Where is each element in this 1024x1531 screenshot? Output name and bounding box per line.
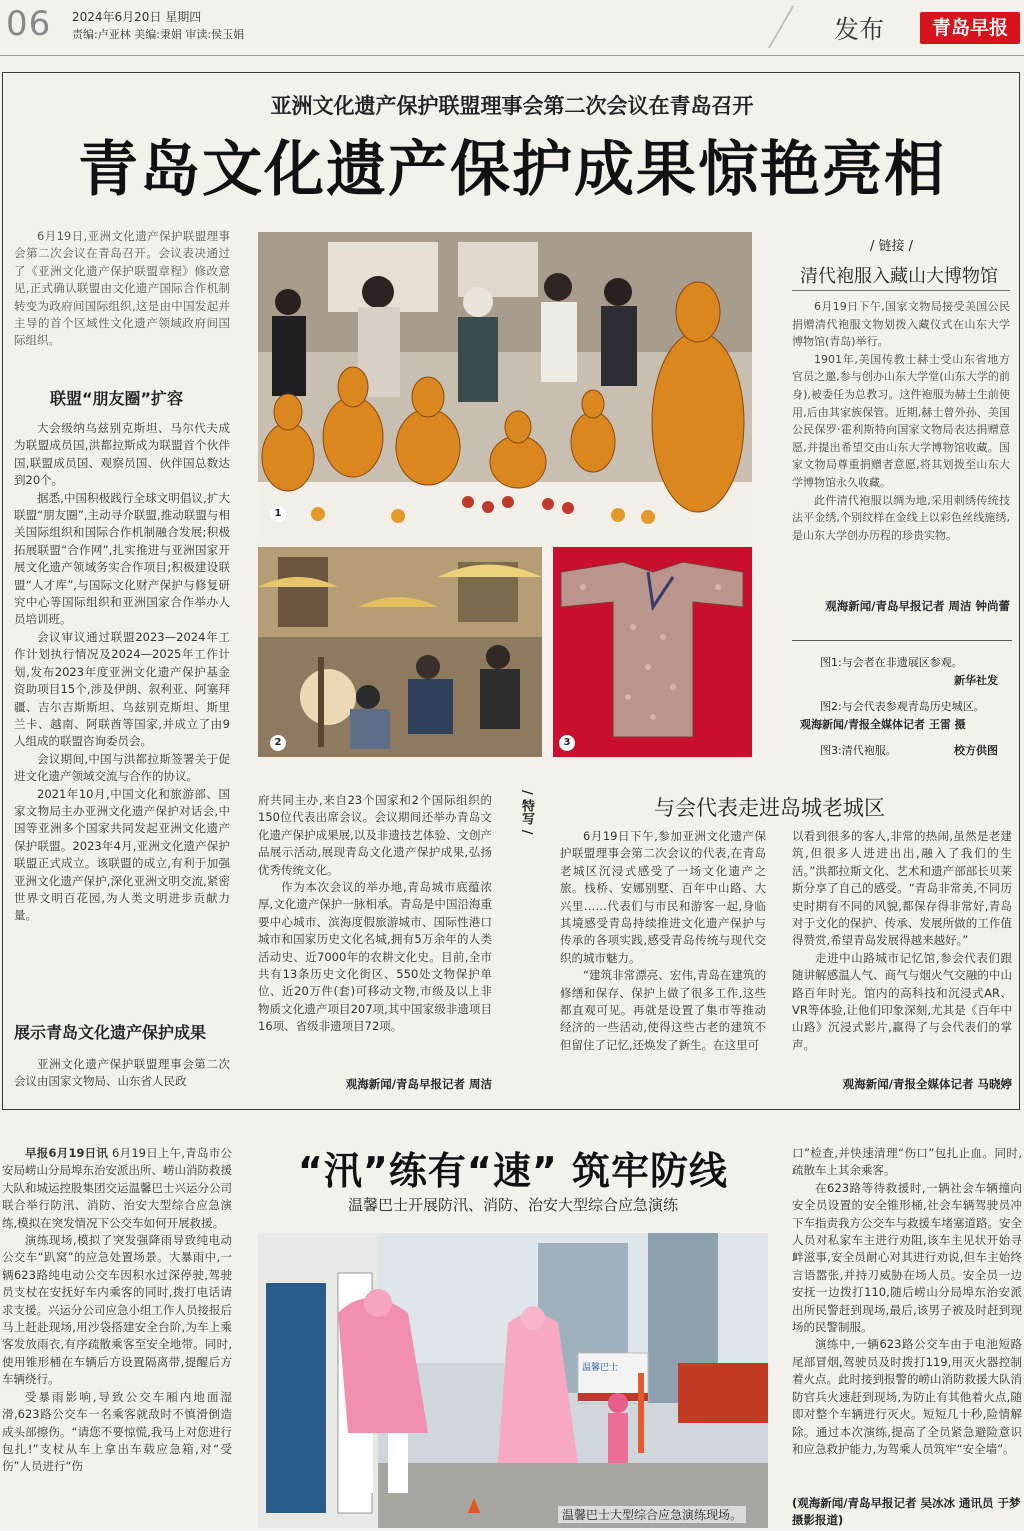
- paragraph: “建筑非常漂亮、宏伟,青岛在建筑的修缮和保存、保护上做了很多工作,这些都直观可见。再就是设置了集市等推动经济的一些活动,使得这些古老的建筑不但留住了记忆,还焕发了新生。在这里可: [560, 968, 766, 1052]
- caption-1-credit: 新华社发: [954, 674, 998, 687]
- drill-illustration: [258, 1233, 768, 1528]
- lead-text: 6月19日上午,青岛市公安局崂山分局埠东治安派出所、崂山消防救援大队和城运控股集团交运温馨巴士兴运分公司联合举行防汛、消防、治安大型综合应急演练,模拟在突发情况下公交车如何开展救援。: [2, 1146, 232, 1230]
- newspaper-logo: 青岛早报: [920, 12, 1020, 44]
- caption-3: 图3:清代袍服。: [820, 744, 897, 757]
- article1-col1: [14, 420, 230, 925]
- paragraph: 在623路等待救援时,一辆社会车辆撞向安全员设置的安全锥形桶,社会车辆驾驶员冲下车指责我方公交车与救援车堵塞道路。安全人员对私家车主进行劝阻,该车主见状开始寻衅滋事,安全员耐心对其进行劝说,但车主始终言语嚣张,并持刀威胁在场人员。安全员一边安抚一边拨打110,随后崂山分局埠东治安派出所民警赶到现场,最后,该男子被及时赶到现场的民警制服。: [792, 1180, 1022, 1335]
- issue-date: 2024年6月20日 星期四: [72, 10, 202, 24]
- article1-col1-tail: [14, 1056, 230, 1091]
- section-name: 发布: [834, 15, 885, 44]
- paragraph: 亚洲文化遗产保护联盟理事会第二次会议由国家文物局、山东省人民政: [14, 1057, 230, 1089]
- paragraph: 6月19日下午,国家文物局接受美国公民捐赠清代袍服文物划拨入藏仪式在山东大学博物馆(青岛)举行。: [792, 300, 1010, 349]
- paragraph: 会议期间,中国与洪都拉斯签署关于促进文化遗产领域交流与合作的协议。: [14, 751, 230, 784]
- caption-2: 图2:与会代表参观青岛历史城区。: [820, 700, 985, 713]
- photo-number-1: 1: [270, 506, 286, 522]
- feature-col2: [792, 828, 1012, 1054]
- paragraph: 受暴雨影响,导致公交车厢内地面湿滑,623路公交车一名乘客就敌时不慎滑倒造成头部擦伤。“请您不要惊慌,我马上对您进行包扎!”支杖从车上拿出车载应急箱,对“受伤”人员进行“伤: [2, 1389, 232, 1474]
- link-tag: / 链接 /: [870, 239, 914, 254]
- subhead-showcase: 展示青岛文化遗产保护成果: [14, 1023, 207, 1042]
- paragraph: 据悉,中国积极践行全球文明倡议,扩大联盟“朋友圈”,主动寻介联盟,推动联盟与相关国际组织和国际合作机制融合发展;积极拓展联盟“合作网”,扎实推进与亚洲国家开展文化遗产领域务实合作项目;积极建设联盟“人才库”,与国际文化财产保护与修复研究中心等国际组织和亚洲国家合作举办人员培训班。: [14, 490, 230, 627]
- caption-3-credit: 校方供图: [954, 744, 998, 757]
- photo-number-3: 3: [559, 735, 575, 751]
- paragraph: 口”检查,并快速清理“伤口”包扎止血。同时,疏散车上其余乘客。: [792, 1146, 1022, 1178]
- feature-title: 与会代表走进岛城老城区: [654, 796, 885, 820]
- lead-paragraph: 6月19日,亚洲文化遗产保护联盟理事会第二次会议在青岛召开。会议表决通过了《亚洲文化遗产保护联盟章程》修改意见,正式确认联盟由文化遗产国际合作机制转变为政府间国际组织,这是由中国发起并主导的首个区域性文化遗产领域政府间国际组织。: [14, 229, 230, 348]
- article1-lead: [14, 228, 230, 350]
- photo-number-2: 2: [270, 735, 286, 751]
- article2-subtitle: 温馨巴士开展防汛、消防、治安大型综合应急演练: [347, 1196, 678, 1214]
- article2-byline: (观海新闻/青岛早报记者 吴冰冰 通讯员 于梦 摄影报道): [792, 1496, 1021, 1527]
- bus-sign: 温馨巴士: [582, 1363, 619, 1373]
- drill-photo-caption: 温馨巴士大型综合应急演练现场。: [558, 1506, 746, 1523]
- feature-byline: 观海新闻/青报全媒体记者 马晓婷: [842, 1077, 1012, 1091]
- paragraph: 演练中,一辆623路公交车由于电池短路尾部冒烟,驾驶员及时拨打119,用灭火器控制着火点。此时接到报警的崂山消防救援大队消防官兵火速赶到现场,为防止有其他着火点,随即对整个车辆进行灭火。短短几十秒,险情解除。通过本次演练,提高了全员紧急避险意识和应急救护能力,为驾乘人员筑牢“安全墙”。: [792, 1337, 1022, 1456]
- gourd-exhibition-illustration: [258, 232, 752, 537]
- subhead-friends-circle: 联盟“朋友圈”扩容: [50, 389, 184, 408]
- paragraph: 演练现场,模拟了突发强降雨导致纯电动公交车“趴窝”的应急处置场景。大暴雨中,一辆623路纯电动公交车因积水过深停驶,驾驶员支杖在安抚好车内乘客的同时,拨打电话请求支援。兴运分公司应急小组工作人员接报后马上赶赴现场,用沙袋搭建安全台阶,为车上乘客发放雨衣,有序疏散乘客至安全地带。同时,使用锥形桶在车辆后方设置隔离带,提醒后方车辆绕行。: [2, 1233, 232, 1387]
- paragraph: 2021年10月,中国文化和旅游部、国家文物局主办亚洲文化遗产保护对话会,中国等亚洲多个国家共同发起亚洲文化遗产保护联盟。2023年4月,亚洲文化遗产保护联盟正式成立。该联盟的成立,有利于加强亚洲文化遗产保护,深化亚洲文明交流,紧密世界文明百花园,为人类文明进步贡献力量。: [14, 786, 230, 923]
- caption-2-credit: 观海新闻/青报全媒体记者 王雷 摄: [800, 718, 966, 731]
- link-title-rule: [792, 290, 1010, 291]
- photo-gourd-exhibition: [258, 232, 752, 537]
- editor-credits: 责编:卢亚林 美编:秉娟 审读:侯玉娟: [72, 28, 245, 41]
- article2-col2: [792, 1145, 1022, 1458]
- link-title: 清代袍服入藏山大博物馆: [800, 266, 998, 287]
- paragraph: 会议审议通过联盟2023—2024年工作计划执行情况及2024—2025年工作计划,发布2023年度亚洲文化遗产保护基金资助项目15个,涉及伊朗、叙利亚、阿塞拜疆、吉尔吉斯斯坦、乌兹别克斯坦、斯里兰卡、越南、阿联酋等国家,并成立了由9人组成的联盟咨询委员会。: [14, 629, 230, 749]
- article2-headline: “汛”练有“速” 筑牢防线: [297, 1149, 729, 1193]
- feature-col1: [560, 828, 766, 1054]
- captions-rule: [792, 640, 1012, 641]
- caption-1: 图1:与会者在非遗展区参观。: [820, 656, 963, 669]
- photo-old-town: [258, 547, 542, 757]
- qing-robe-illustration: [553, 547, 752, 757]
- article1-kicker: 亚洲文化遗产保护联盟理事会第二次会议在青岛召开: [270, 93, 754, 118]
- dateline: 早报6月19日讯: [25, 1146, 109, 1160]
- photo-drill: [258, 1233, 768, 1528]
- paragraph: 以看到很多的客人,非常的热闹,虽然是老建筑,但很多人进进出出,融入了我们的生活。”洪都拉斯文化、艺术和遗产部部长贝莱斯分享了自己的感受。“青岛非常美,不同历史时期有不同的风貌,都保存得非常好,青岛对于文化的保护、传承、发展所做的工作值得赞赏,希望青岛发展得越来越好。”: [792, 829, 1012, 948]
- feature-label: / 特写 /: [519, 790, 534, 835]
- page-number: 06: [6, 4, 52, 44]
- photo-qing-robe: [553, 547, 752, 757]
- paragraph: 作为本次会议的举办地,青岛城市底蕴浓厚,文化遗产保护一脉相承。青岛是中国沿海重要中心城市、滨海度假旅游城市、国际性港口城市和国家历史文化名城,拥有5万余年的人类活动史、近7000年的农耕文化史。目前,全市共有13条历史文化街区、550处文物保护单位、近20万件(套)可移动文物,市级及以上非物质文化遗产项目207项,其中国家级非遗项目16项、省级非遗项目72项。: [258, 880, 492, 1034]
- link-body: [792, 298, 1010, 544]
- paragraph: 大会级纳乌兹别克斯坦、马尔代夫成为联盟成员国,洪都拉斯成为联盟首个伙伴国,联盟成员国、观察员国、伙伴国总数达到20个。: [14, 421, 230, 488]
- article2-col1: [2, 1145, 232, 1476]
- header-rule: [0, 55, 1024, 56]
- paragraph: 走进中山路城市记忆馆,参会代表们跟随讲解感温人气、商气与烟火气交融的中山路百年时光。馆内的高科技和沉浸式AR、VR等体验,让他们印象深刻,尤其是《百年中山路》沉浸式影片,赢得了与会代表们的掌声。: [792, 950, 1012, 1052]
- article1-col2: [258, 792, 492, 1036]
- link-byline: 观海新闻/青岛早报记者 周洁 钟尚蕾: [825, 599, 1010, 613]
- old-town-illustration: [258, 547, 542, 757]
- paragraph: [2, 1145, 232, 1232]
- paragraph: 6月19日下午,参加亚洲文化遗产保护联盟理事会第二次会议的代表,在青岛老城区沉浸式感受了一场文化遗产之旅。栈桥、安娜别墅、百年中山路、大兴里……代表们与市民和游客一起,身临其境感受青岛持续推进文化遗产保护与传承的各项实践,感受青岛传统与现代交织的城市魅力。: [560, 829, 766, 965]
- paragraph: 府共同主办,来自23个国家和2个国际组织的150位代表出席会议。会议期间还举办青岛文化遗产保护成果展,以及非遗技艺体验、文创产品展示活动,展现青岛文化遗产保护成果,弘扬优秀传统文化。: [258, 793, 492, 877]
- article1-byline: 观海新闻/青岛早报记者 周洁: [345, 1077, 492, 1091]
- paragraph: 1901年,美国传教士赫士受山东省地方官员之邀,参与创办山东大学堂(山东大学的前身),被委任为总教习。这件袍服为赫士生前使用,后由其家族保管。近期,赫士曾外孙、美国公民保罗·霍利斯特向国家文物局表达捐赠意愿,并提出希望交由山东大学博物馆收藏。国家文物局尊重捐赠者意愿,将其划拨至山东大学博物馆永久收藏。: [792, 352, 1010, 489]
- paragraph: 此件清代袍服以绸为地,采用刺绣传统技法平金绣,个别纹样在金线上以彩色丝线施绣,是山东大学创办历程的珍贵实物。: [792, 493, 1010, 542]
- header-slash: [768, 6, 794, 48]
- article1-headline: 青岛文化遗产保护成果惊艳亮相: [78, 135, 946, 205]
